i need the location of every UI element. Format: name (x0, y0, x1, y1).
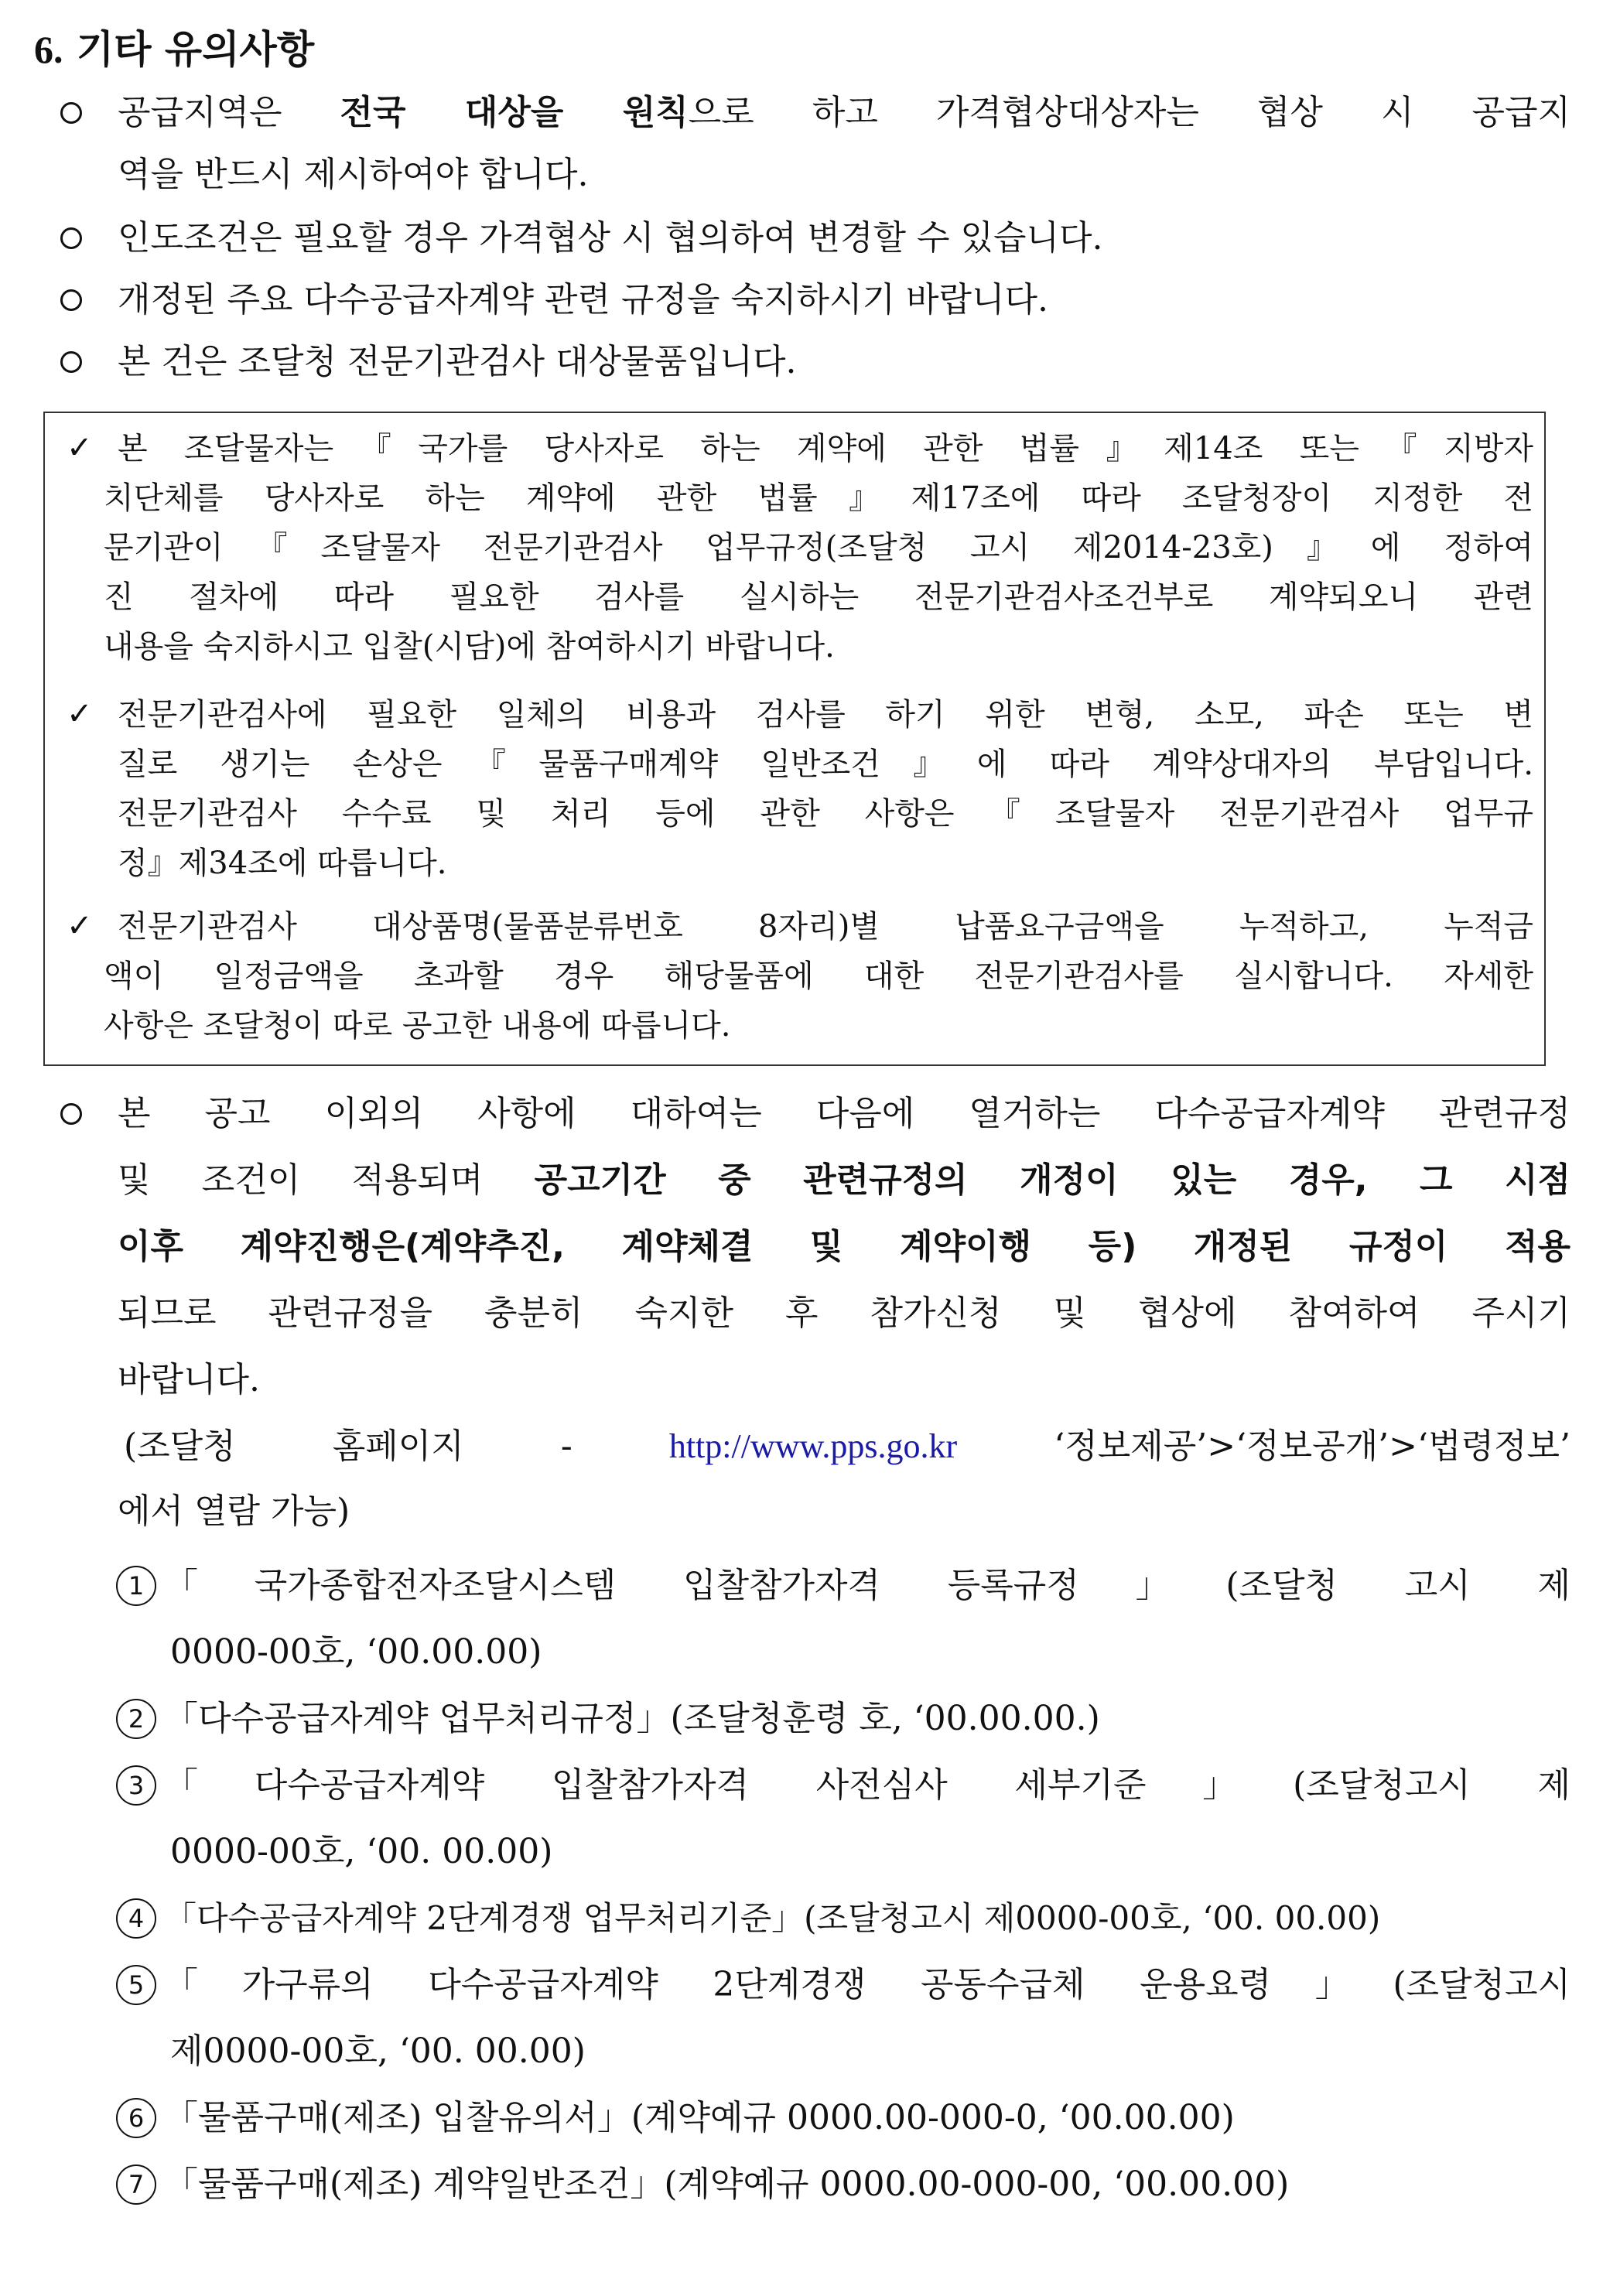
notice-p1-line: 본 조달물자는『국가를 당사자로 하는 계약에 관한 법률』제14조 또는『지방자 (118, 431, 1533, 466)
circle-bullet-icon (60, 289, 82, 311)
notice-p2-line: 전문기관검사에 필요한 일체의 비용과 검사를 하기 위한 변형, 소모, 파손 또는 변 (118, 697, 1533, 733)
circle-bullet-icon (60, 102, 82, 124)
item-related-rules-line5: 바랍니다. (118, 1360, 261, 1399)
regulation-item: 「물품구매(제조) 입찰유의서」(계약예규 0000.00-000-0, ‘00.00.00) (164, 2098, 1235, 2137)
text: 으로 하고 가격협상대상자는 협상 시 공급지 (688, 93, 1571, 132)
regulation-item: 「가구류의 다수공급자계약 2단계경쟁 공동수급체 운용요령」(조달청고시 (164, 1965, 1571, 2004)
item-related-rules-line3 (118, 1216, 1571, 1278)
circled-number-icon: 4 (116, 1898, 156, 1939)
section-number: 6. (34, 28, 63, 71)
notice-p2-line: 전문기관검사 수수료 및 처리 등에 관한 사항은『조달물자 전문기관검사 업무규 (118, 796, 1533, 832)
reference-line (124, 1416, 1571, 1478)
bold-text: 공고기간 중 관련규정의 개정이 있는 경우, 그 시점 (534, 1160, 1571, 1200)
circled-number-icon: 7 (116, 2164, 156, 2205)
text: (조달청 홈페이지 - (124, 1426, 669, 1466)
circled-number-icon: 2 (116, 1699, 156, 1739)
text: ‘정보제공’>‘정보공개’>‘법령정보’ (957, 1426, 1571, 1466)
checkmark-icon: ✓ (67, 696, 93, 732)
circle-bullet-icon (60, 227, 82, 249)
item-related-rules-line4: 되므로 관련규정을 충분히 숙지한 후 참가신청 및 협상에 참여하여 주시기 (118, 1293, 1571, 1333)
regulation-item: 「국가종합전자조달시스템 입찰참가자격 등록규정」(조달청 고시 제 (164, 1566, 1571, 1605)
item-delivery-terms: 인도조건은 필요할 경우 가격협상 시 협의하여 변경할 수 있습니다. (118, 218, 1103, 258)
regulation-item-cont: 0000-00호, ‘00.00.00) (170, 1632, 542, 1672)
circled-number-icon: 1 (116, 1566, 156, 1606)
regulation-item: 「다수공급자계약 입찰참가자격 사전심사 세부기준」(조달청고시 제 (164, 1765, 1571, 1805)
text: 공급지역은 (118, 93, 340, 132)
regulation-item: 「다수공급자계약 업무처리규정」(조달청훈령 호, ‘00.00.00.) (164, 1699, 1100, 1738)
circled-number-icon: 3 (116, 1765, 156, 1806)
notice-p2-line: 질로 생기는 손상은『물품구매계약 일반조건』에 따라 계약상대자의 부담입니다. (118, 747, 1533, 782)
pps-homepage-link[interactable]: http://www.pps.go.kr (668, 1427, 958, 1465)
section-heading (34, 19, 314, 80)
item-supply-region-line2: 역을 반드시 제시하여야 합니다. (118, 155, 589, 194)
circled-number-icon: 5 (116, 1965, 156, 2005)
notice-p1-line: 진 절차에 따라 필요한 검사를 실시하는 전문기관검사조건부로 계약되오니 관련 (104, 579, 1533, 615)
notice-p3-line: 전문기관검사 대상품명(물품분류번호 8자리)별 납품요구금액을 누적하고, 누적금 (118, 909, 1533, 945)
regulation-item-cont: 0000-00호, ‘00. 00.00) (170, 1832, 553, 1871)
section-title: 기타 유의사항 (76, 27, 315, 72)
checkmark-icon: ✓ (67, 908, 93, 944)
circle-bullet-icon (60, 1103, 82, 1125)
notice-p1-line: 치단체를 당사자로 하는 계약에 관한 법률』제17조에 따라 조달청장이 지정한 전 (104, 480, 1533, 516)
regulation-item: 「물품구매(제조) 계약일반조건」(계약예규 0000.00-000-00, ‘00.00.00) (164, 2164, 1290, 2204)
regulation-item: 「다수공급자계약 2단계경쟁 업무처리기준」(조달청고시 제0000-00호, ‘00. 00.00) (164, 1899, 1381, 1937)
bold-text: 전국 대상을 원칙 (340, 93, 689, 132)
notice-p3-line: 사항은 조달청이 따로 공고한 내용에 따릅니다. (104, 1008, 731, 1044)
bold-text: 이후 계약진행은(계약추진, 계약체결 및 계약이행 등) 개정된 규정이 적용 (118, 1227, 1571, 1266)
text: 및 조건이 적용되며 (118, 1160, 535, 1200)
item-revised-rules: 개정된 주요 다수공급자계약 관련 규정을 숙지하시기 바랍니다. (118, 280, 1049, 319)
item-related-rules-line2 (118, 1150, 1571, 1211)
notice-p3-line: 액이 일정금액을 초과할 경우 해당물품에 대한 전문기관검사를 실시합니다. 자세한 (104, 958, 1533, 994)
notice-p2-line: 정』제34조에 따릅니다. (118, 846, 447, 881)
notice-p1-line: 문기관이『조달물자 전문기관검사 업무규정(조달청 고시 제2014-23호)』에 정하여 (104, 530, 1533, 565)
item-supply-region-line1 (118, 82, 1571, 144)
circled-number-icon: 6 (116, 2098, 156, 2138)
circle-bullet-icon (60, 351, 82, 373)
checkmark-icon: ✓ (67, 430, 93, 466)
notice-p1-line: 내용을 숙지하시고 입찰(시담)에 참여하시기 바랍니다. (104, 629, 835, 665)
item-related-rules-line1: 본 공고 이외의 사항에 대하여는 다음에 열거하는 다수공급자계약 관련규정 (118, 1094, 1571, 1133)
reference-line2: 에서 열람 가능) (118, 1491, 350, 1531)
regulation-item-cont: 제0000-00호, ‘00. 00.00) (170, 2031, 586, 2071)
item-inspection-target: 본 건은 조달청 전문기관검사 대상물품입니다. (118, 342, 797, 381)
